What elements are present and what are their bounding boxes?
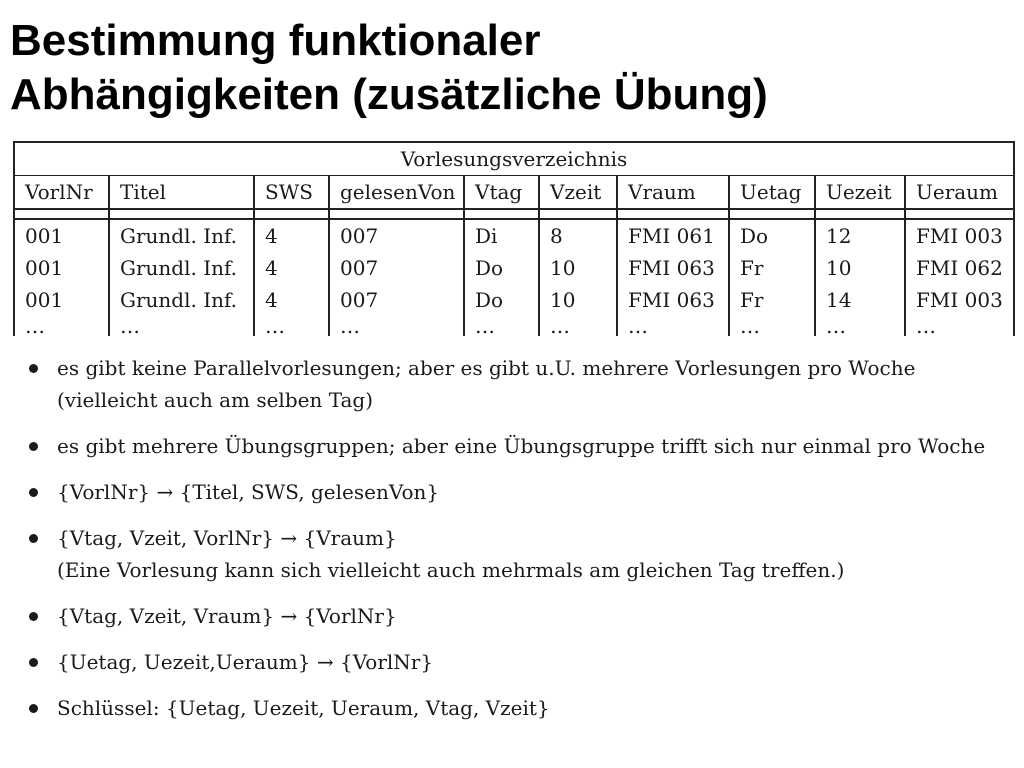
table-cell: … [617,316,729,336]
column-header: Uetag [729,176,815,210]
table-row [14,220,1014,252]
table-cell: 4 [254,252,329,284]
table-cell: Di [464,220,539,252]
bullet-item [27,600,1017,632]
table-cell: FMI 003 [905,284,1014,316]
column-header: Vtag [464,176,539,210]
bullet-item [27,646,1017,678]
table-cell: 14 [815,284,905,316]
bullet-text: {Vtag, Vzeit, Vraum} → {VorlNr} [57,604,397,628]
title-line-1: Bestimmung funktionaler [10,16,541,65]
table-cell: 12 [815,220,905,252]
table-cell: … [254,316,329,336]
table-cell: … [729,316,815,336]
table-cell: … [109,316,254,336]
table-cell: 10 [539,284,617,316]
bullet-text-continuation: (Eine Vorlesung kann sich vielleicht auch mehrmals am gleichen Tag treffen.) [57,558,845,582]
bullet-item [27,692,1017,724]
table-cell: Grundl. Inf. [109,220,254,252]
bullet-dot-icon [29,488,38,497]
table-gap [14,209,1014,219]
bullet-text: {Uetag, Uezeit,Ueraum} → {VorlNr} [57,650,434,674]
bullet-dot-icon [29,534,38,543]
border-cell [815,209,905,219]
bullet-list [27,352,1017,738]
bullet-text: es gibt keine Parallelvorlesungen; aber es gibt u.U. mehrere Vorlesungen pro Woche [57,356,916,380]
border-cell [617,209,729,219]
table-cell: Fr [729,252,815,284]
border-cell [539,209,617,219]
table-cell: Grundl. Inf. [109,252,254,284]
bullet-text: Schlüssel: {Uetag, Uezeit, Ueraum, Vtag, Vzeit} [57,696,550,720]
table-cell: 007 [329,284,464,316]
table-cell: FMI 003 [905,220,1014,252]
table-caption-row [14,142,1014,176]
border-cell [329,209,464,219]
table-cell: … [905,316,1014,336]
table-cell: 007 [329,220,464,252]
table-cell: FMI 062 [905,252,1014,284]
table-cell: FMI 063 [617,284,729,316]
border-cell [254,209,329,219]
bullet-text: {Vtag, Vzeit, VorlNr} → {Vraum} [57,526,397,550]
table-cell: 10 [539,252,617,284]
column-header: Uezeit [815,176,905,210]
table-cell: 8 [539,220,617,252]
bullet-item [27,352,1017,416]
bullet-item [27,476,1017,508]
title-line-2: Abhängigkeiten (zusätzliche Übung) [10,70,768,119]
table-cell: Grundl. Inf. [109,284,254,316]
bullet-item [27,522,1017,586]
column-header: Vraum [617,176,729,210]
border-cell [905,209,1014,219]
border-cell [109,209,254,219]
table-body [14,220,1014,336]
table-cell: FMI 063 [617,252,729,284]
bullet-dot-icon [29,364,38,373]
table-cell: 4 [254,284,329,316]
bullet-dot-icon [29,658,38,667]
bullet-dot-icon [29,704,38,713]
bullet-text-continuation: (vielleicht auch am selben Tag) [57,388,374,412]
table-cell: 001 [14,284,109,316]
table-cell: … [464,316,539,336]
table-cell: 001 [14,252,109,284]
table-row [14,284,1014,316]
table-cell: Do [464,252,539,284]
bullet-dot-icon [29,612,38,621]
bullet-text: {VorlNr} → {Titel, SWS, gelesenVon} [57,480,440,504]
bullet-item [27,430,1017,462]
table-caption: Vorlesungsverzeichnis [14,142,1014,176]
page-title [10,14,768,122]
table-cell: … [539,316,617,336]
table-cell: FMI 061 [617,220,729,252]
bullet-dot-icon [29,442,38,451]
table-cell: 10 [815,252,905,284]
column-header: Vzeit [539,176,617,210]
relation-table-container [13,141,1013,336]
column-header: Titel [109,176,254,210]
column-header: gelesenVon [329,176,464,210]
border-cell [729,209,815,219]
column-header: SWS [254,176,329,210]
table-cell: … [14,316,109,336]
table-cell: 001 [14,220,109,252]
table-cell: Do [729,220,815,252]
table-cell: Do [464,284,539,316]
bullet-text: es gibt mehrere Übungsgruppen; aber eine Übungsgruppe trifft sich nur einmal pro Woche [57,434,986,458]
table-header-row [14,176,1014,210]
table-row [14,252,1014,284]
table-cell: 007 [329,252,464,284]
border-cell [464,209,539,219]
table-row [14,316,1014,336]
column-header: VorlNr [14,176,109,210]
table-cell: … [329,316,464,336]
relation-table [13,141,1015,336]
table-cell: … [815,316,905,336]
column-header: Ueraum [905,176,1014,210]
table-cell: Fr [729,284,815,316]
table-cell: 4 [254,220,329,252]
border-cell [14,209,109,219]
